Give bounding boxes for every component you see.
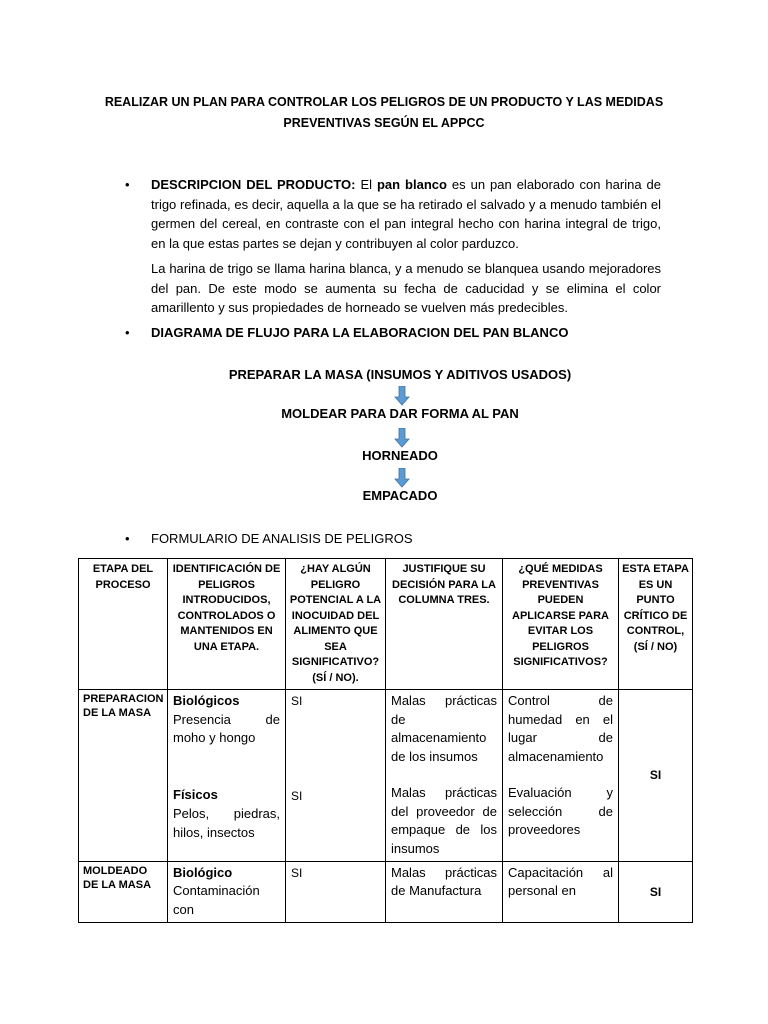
hazard-cell <box>168 690 286 862</box>
measure-cell <box>503 690 619 862</box>
description-term: pan blanco <box>376 177 447 192</box>
hazard-analysis-table <box>78 558 693 923</box>
justification-text: Malas prácticas de Manufactura <box>391 864 497 899</box>
justification-text: Malas prácticas del proveedor de empaque de los insumos <box>391 784 497 856</box>
flow-step-2: MOLDEAR PARA DAR FORMA AL PAN <box>281 406 519 421</box>
pcc-cell: SI <box>619 690 693 862</box>
description-heading: DESCRIPCION DEL PRODUCTO: <box>151 177 356 192</box>
hazard-desc: Presencia de moho y hongo <box>173 711 280 746</box>
pcc-cell: SI <box>619 861 693 922</box>
header-stage: ETAPA DEL PROCESO <box>79 559 168 690</box>
table-row <box>79 690 693 862</box>
hazard-type: Biológicos <box>173 693 240 708</box>
flow-step-4: EMPACADO <box>362 488 438 503</box>
significant-value: SI <box>291 865 303 880</box>
hazard-type: Biológico <box>173 864 233 880</box>
description-paragraph-2: La harina de trigo se llama harina blanca, y a menudo se blanquea usando mejoradores del pan. De este modo se aumenta su fecha de caducidad y se elimina el color amarillento y sus propiedades de horneado se vuelven más predecibles. <box>151 261 661 315</box>
measure-text: Control de humedad en el lugar de almacenamiento <box>508 693 613 765</box>
form-heading: FORMULARIO DE ANALISIS DE PELIGROS <box>151 531 413 546</box>
description-pre: El <box>360 177 372 192</box>
header-hazard-id: IDENTIFICACIÓN DE PELIGROS INTRODUCIDOS, CONTROLADOS O MANTENIDOS EN UNA ETAPA. <box>168 559 286 690</box>
title-line-1: REALIZAR UN PLAN PARA CONTROLAR LOS PELIGROS DE UN PRODUCTO Y LAS MEDIDAS <box>104 95 664 109</box>
arrow-down-icon <box>394 386 410 406</box>
hazard-cell <box>168 861 286 922</box>
hazard-desc: Contaminación con <box>173 883 260 918</box>
header-justification: JUSTIFIQUE SU DECISIÓN PARA LA COLUMNA TRES. <box>386 559 503 690</box>
bullet-dot: • <box>125 177 130 192</box>
description-paragraph <box>151 175 661 253</box>
document-title <box>80 92 688 134</box>
flow-step-1: PREPARAR LA MASA (INSUMOS Y ADITIVOS USADOS) <box>228 367 572 382</box>
significant-cell <box>286 690 386 862</box>
header-preventive-measures: ¿QUÉ MEDIDAS PREVENTIVAS PUEDEN APLICARSE PARA EVITAR LOS PELIGROS SIGNIFICATIVOS? <box>503 559 619 690</box>
justification-cell <box>386 861 503 922</box>
justification-cell <box>386 690 503 862</box>
significant-cell <box>286 861 386 922</box>
bullet-dot: • <box>125 325 130 340</box>
hazard-type: Físicos <box>173 787 218 803</box>
table-header-row <box>79 559 693 690</box>
measure-cell <box>503 861 619 922</box>
header-significant: ¿HAY ALGÚN PELIGRO POTENCIAL A LA INOCUIDAD DEL ALIMENTO QUE SEA SIGNIFICATIVO? (SÍ / NO). <box>286 559 386 690</box>
stage-cell: PREPARACION DE LA MASA <box>79 690 168 862</box>
significant-value: SI <box>291 694 303 708</box>
arrow-down-icon <box>394 428 410 448</box>
justification-text: Malas prácticas de almacenamiento de los insumos <box>391 693 497 765</box>
flow-step-3: HORNEADO <box>362 448 438 463</box>
header-critical-point: ESTA ETAPA ES UN PUNTO CRÍTICO DE CONTROL, (SÍ / NO) <box>619 559 693 690</box>
title-line-2: PREVENTIVAS SEGÚN EL APPCC <box>283 116 485 130</box>
table-row <box>79 861 693 922</box>
flow-heading: DIAGRAMA DE FLUJO PARA LA ELABORACION DEL PAN BLANCO <box>151 325 569 340</box>
arrow-down-icon <box>394 468 410 488</box>
bullet-dot: • <box>125 531 130 546</box>
description-text: es un pan elaborado con harina de trigo refinada, es decir, aquella a la que se ha retirado el salvado y a menudo también el germen del cereal, en contraste con el pan integral hecho con harina integral de trigo, en la que estas partes se dejan y contribuyen al color parduzco. <box>151 177 661 251</box>
measure-text: Evaluación y selección de proveedores <box>508 784 613 838</box>
hazard-desc: Pelos, piedras, hilos, insectos <box>173 805 280 840</box>
measure-text: Capacitación al personal en <box>508 864 613 899</box>
stage-cell: MOLDEADO DE LA MASA <box>79 861 168 922</box>
significant-value: SI <box>291 788 303 803</box>
